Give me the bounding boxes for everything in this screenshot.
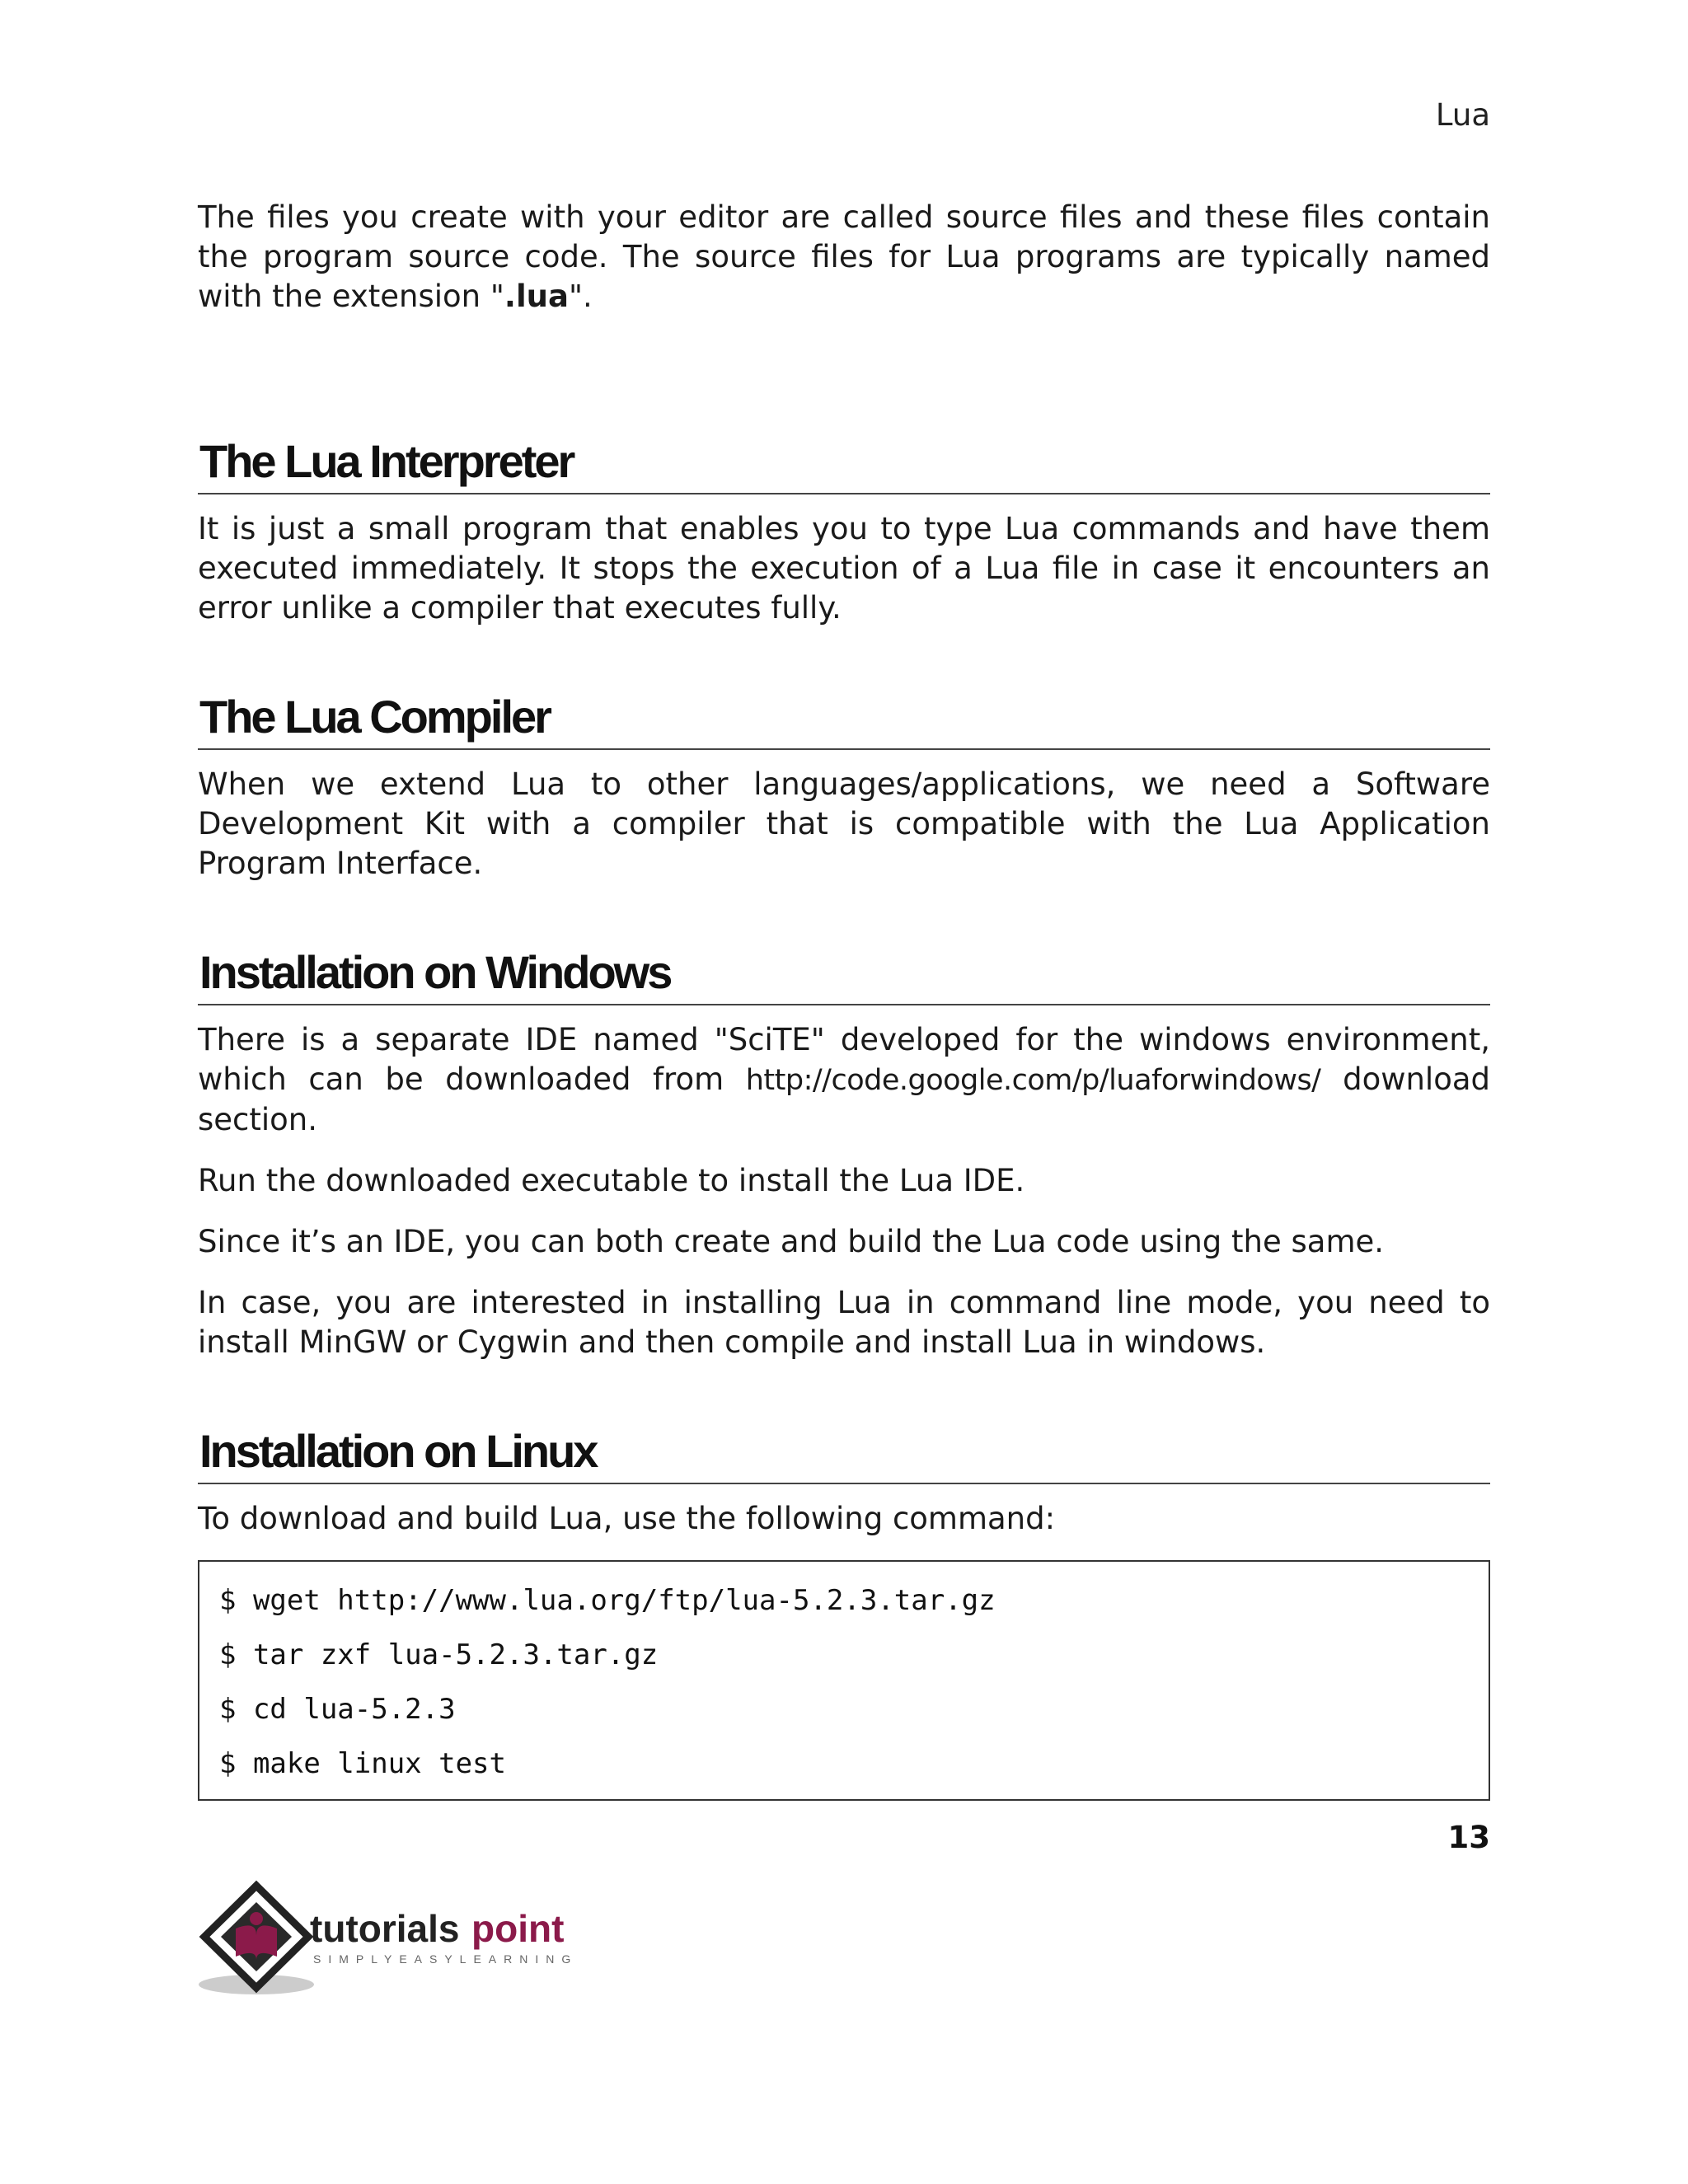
- intro-text-end: ".: [568, 279, 593, 314]
- running-header: Lua: [1435, 97, 1490, 133]
- reader-head-icon: [250, 1912, 263, 1925]
- heading-compiler: The Lua Compiler: [198, 691, 1490, 750]
- windows-paragraph-2: Run the downloaded executable to install the Lua IDE.: [198, 1163, 1025, 1198]
- heading-windows: Installation on Windows: [198, 946, 1490, 1005]
- windows-paragraph-1: [198, 1020, 1490, 1140]
- code-block: [198, 1560, 1490, 1801]
- code-line: $ wget http://www.lua.org/ftp/lua-5.2.3.tar.gz: [219, 1584, 996, 1617]
- page-content: [198, 198, 1490, 1801]
- intro-text: The files you create with your editor are called source files and these files contain the program source code. The source files for Lua programs are typically named with the extension ": [198, 199, 1490, 314]
- heading-interpreter: The Lua Interpreter: [198, 435, 1490, 494]
- compiler-paragraph: When we extend Lua to other languages/applications, we need a Software Development Kit with a compiler that is compatible with the Lua Application Program Interface.: [198, 766, 1490, 881]
- logo-graphic: [195, 1877, 607, 2009]
- code-line: $ cd lua-5.2.3: [219, 1693, 456, 1726]
- code-line: $ make linux test: [219, 1747, 506, 1780]
- linux-paragraph: To download and build Lua, use the following command:: [198, 1501, 1056, 1536]
- interpreter-paragraph: It is just a small program that enables you to type Lua commands and have them executed immediately. It stops the execution of a Lua file in case it encounters an error unlike a compiler that executes fully.: [198, 511, 1490, 626]
- logo-text-accent: point: [471, 1907, 565, 1950]
- windows-text-end: download section.: [198, 1062, 1490, 1137]
- tutorialspoint-logo: [195, 1877, 607, 2009]
- windows-paragraph-3: Since it’s an IDE, you can both create and build the Lua code using the same.: [198, 1224, 1385, 1259]
- file-extension: .lua: [504, 279, 569, 314]
- download-link[interactable]: http://code.google.com/p/luaforwindows/: [745, 1064, 1321, 1097]
- heading-linux: Installation on Linux: [198, 1425, 1490, 1484]
- logo-tagline: SIMPLYEASYLEARNING: [313, 1952, 579, 1966]
- intro-paragraph: [198, 198, 1490, 316]
- page-number: 13: [1447, 1820, 1490, 1855]
- logo-text-main: tutorials: [310, 1907, 460, 1950]
- code-line: $ tar zxf lua-5.2.3.tar.gz: [219, 1638, 659, 1671]
- windows-text: There is a separate IDE named "SciTE" developed for the windows environment, which can be downloaded from: [198, 1022, 1490, 1097]
- windows-paragraph-4: In case, you are interested in installing Lua in command line mode, you need to install MinGW or Cygwin and then compile and install Lua in windows.: [198, 1285, 1490, 1360]
